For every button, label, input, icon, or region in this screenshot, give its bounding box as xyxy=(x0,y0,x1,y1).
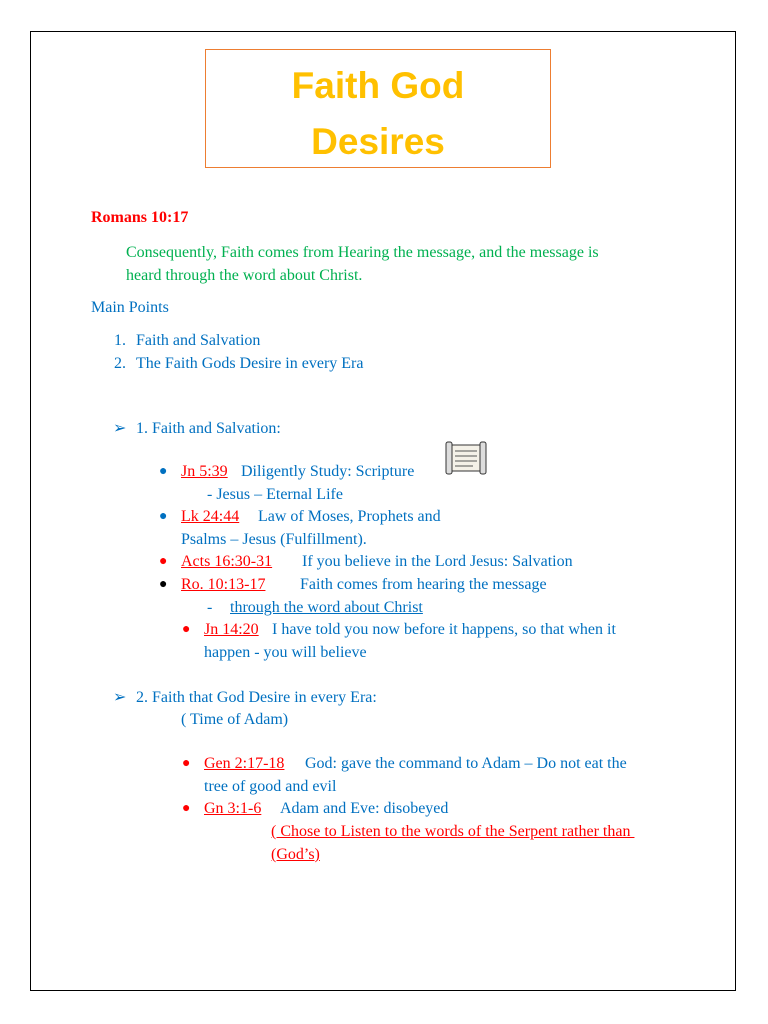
main-point-2-number: 2. xyxy=(114,355,126,372)
bullet-note-line-1: ( Chose to Listen to the words of the Serpent rather than xyxy=(271,823,635,840)
bullet-icon: ● xyxy=(159,509,168,524)
scroll-icon xyxy=(443,439,489,477)
ref-lk-24-44: Lk 24:44 xyxy=(181,508,240,525)
bullet-continuation: happen - you will believe xyxy=(204,644,367,661)
bullet-text: If you believe in the Lord Jesus: Salvation xyxy=(302,553,573,570)
section-2-arrow-icon: ➢ xyxy=(113,689,127,706)
bullet-icon: ● xyxy=(159,554,168,569)
bullet-text: Diligently Study: Scripture xyxy=(241,463,415,480)
main-point-2-label: The Faith Gods Desire in every Era xyxy=(136,355,364,372)
ref-ro-10-13-17: Ro. 10:13-17 xyxy=(181,576,266,593)
ref-gen-2-17-18: Gen 2:17-18 xyxy=(204,755,285,772)
bullet-sub-dash: - xyxy=(207,599,213,616)
ref-gn-3-1-6: Gn 3:1-6 xyxy=(204,800,262,817)
bullet-icon: ● xyxy=(182,622,191,637)
bullet-text: Law of Moses, Prophets and xyxy=(258,508,441,525)
bullet-continuation: Psalms – Jesus (Fulfillment). xyxy=(181,531,367,548)
bullet-subline: through the word about Christ xyxy=(230,599,423,616)
bullet-icon: ● xyxy=(182,801,191,816)
ref-jn-14-20: Jn 14:20 xyxy=(204,621,259,638)
bullet-text: I have told you now before it happens, so that when it xyxy=(272,621,616,638)
verse-reference: Romans 10:17 xyxy=(91,209,189,226)
section-2-heading: 2. Faith that God Desire in every Era: xyxy=(136,689,377,706)
title-box xyxy=(205,49,551,168)
section-2-subheading: ( Time of Adam) xyxy=(181,711,289,728)
bullet-note-line-2: (God’s) xyxy=(271,846,320,863)
main-point-1-label: Faith and Salvation xyxy=(136,332,261,349)
main-point-1-number: 1. xyxy=(114,332,126,349)
main-points-heading: Main Points xyxy=(91,299,169,316)
bullet-icon: ● xyxy=(182,756,191,771)
bullet-text: Faith comes from hearing the message xyxy=(300,576,547,593)
section-1-arrow-icon: ➢ xyxy=(113,420,127,437)
bullet-text: Adam and Eve: disobeyed xyxy=(280,800,449,817)
bullet-subline: - Jesus – Eternal Life xyxy=(207,486,343,503)
section-1-heading: 1. Faith and Salvation: xyxy=(136,420,281,437)
bullet-continuation: tree of good and evil xyxy=(204,778,337,795)
bullet-icon: ● xyxy=(159,577,168,592)
ref-acts-16-30-31: Acts 16:30-31 xyxy=(181,553,273,570)
bullet-icon: ● xyxy=(159,464,168,479)
bullet-text: God: gave the command to Adam – Do not eat the xyxy=(305,755,627,772)
verse-text-line-1: Consequently, Faith comes from Hearing the message, and the message is xyxy=(126,244,599,261)
title-line-2: Desires xyxy=(311,121,445,162)
ref-jn-5-39: Jn 5:39 xyxy=(181,463,228,480)
title-line-1: Faith God xyxy=(291,65,465,106)
verse-text-line-2: heard through the word about Christ. xyxy=(126,267,363,284)
